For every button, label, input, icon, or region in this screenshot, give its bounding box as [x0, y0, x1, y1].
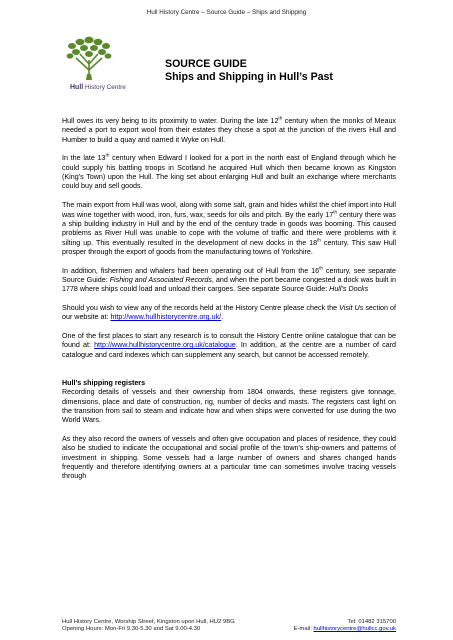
footer-address: Hull History Centre, Worship Street, Kingston upon Hull, HU2 9BG [62, 619, 235, 625]
paragraph-8: As they also record the owners of vessels and often give occupation and places of residence, they could also be studied to indicate the occupational and social profile of the town's ship-owners and patterns of investment in shipping. Some vessels had a large number of owners and shares changed hands frequently and therefore identifying owners at a particular time can sometimes involve tracing vessels through [62, 435, 396, 481]
paragraph-1 [62, 117, 396, 145]
document-body [62, 117, 396, 491]
page-footer [62, 619, 396, 634]
catalogue-link[interactable]: http://www.hullhistorycentre.org.uk/catalogue [94, 341, 236, 350]
text-run: . In addition, at the centre are a number of card catalogue and card indexes which can supplement any search, but cannot be accessed remotely. [62, 341, 396, 359]
paragraph-7: Recording details of vessels and their ownership from 1804 onwards, these registers give tonnage, dimensions, place and date of construction, rig, number of decks and masts. The registers cast light on the transition from sail to steam and indicate how and when ships were converted for use during the two World Wars. [62, 388, 396, 425]
text-run: In addition, fishermen and whalers had been operating out of Hull from the 16 [62, 266, 320, 275]
document-title: SOURCE GUIDE [165, 58, 247, 70]
paragraph-3 [62, 201, 396, 257]
text-run: In the late 13 [62, 154, 106, 163]
superscript: th [317, 237, 321, 243]
text-run: Hull owes its very being to its proximity to water. During the late 12 [62, 117, 279, 125]
text-run: century there was a ship building industry in Hull and by the end of the century trade in goods was booming. This caused problems as River Hull was unable to cope with the volume of traffic and there were problems with it silting up. This eventually resulted in the development of new docks in the 18 [62, 210, 397, 247]
footer-telephone: Tel: 01482 315700 [347, 619, 396, 625]
footer-email-label: E-mail: [293, 626, 314, 633]
text-run: century. This saw Hull prosper through the export of goods from the manufacturing towns of Yorkshire. [62, 238, 396, 256]
text-run: One of the first places to start any research is to consult the History Centre online catalogue that can be found at: [62, 332, 396, 350]
section-heading: Hull’s shipping registers [62, 378, 146, 387]
logo-wordmark-line1: Hull [70, 84, 84, 91]
footer-email-block [294, 626, 396, 633]
running-header: Hull History Centre – Source Guide – Ships and Shipping [146, 9, 307, 16]
website-link[interactable]: http://www.hullhistorycentre.org.uk/ [110, 313, 222, 322]
superscript: th [105, 153, 110, 159]
superscript: th [278, 115, 283, 121]
text-run: section of our website at: [62, 304, 396, 322]
footer-email-link[interactable]: hullhistorycentre@hullcc.gov.uk [313, 626, 396, 633]
logo-wordmark [70, 84, 126, 91]
paragraph-2 [62, 154, 396, 191]
tree-icon [58, 34, 120, 84]
source-guide-title: Hull’s Docks [329, 285, 369, 294]
superscript: th [319, 265, 323, 271]
visit-us-reference: Visit Us [339, 304, 364, 313]
text-run: The main export from Hull was wool, along with some salt, grain and hides whilst the chief import into Hull was wine together with wood, iron, furs, wax, seeds for oils and pitch. By the early 17 [62, 201, 396, 219]
paragraph-5 [62, 304, 396, 323]
text-run: Should you wish to view any of the records held at the History Centre please check the [62, 304, 340, 313]
text-run: century, see separate Source Guide: [62, 266, 396, 284]
spacer [62, 370, 396, 379]
footer-row-2 [62, 626, 396, 633]
text-run: , and when the port became congested a dock was built in 1778 where ships could load and unload their cargoes. See separate Source Guide: [62, 275, 396, 294]
superscript: th [333, 209, 338, 215]
footer-opening-hours: Opening Hours: Mon-Fri 9.30-5.30 and Sat 9.00-4.30 [62, 626, 201, 633]
document-subtitle: Ships and Shipping in Hull’s Past [165, 71, 333, 83]
text-run: century when the monks of Meaux needed a port to export wool from their estates they chose a spot at the junction of the rivers Hull and Humber to build a quay and named it Wyke on Hull. [62, 117, 396, 144]
hull-history-centre-logo [58, 34, 126, 100]
paragraph-4 [62, 267, 396, 295]
title-block [165, 58, 333, 84]
text-run: . [221, 313, 224, 322]
logo-wordmark-line2: History Centre [85, 84, 126, 91]
paragraph-6 [62, 332, 396, 360]
source-guide-title: Fishing and Associated Records [109, 275, 212, 284]
text-run: century when Edward I looked for a port in the north east of England through which he could supply his battling troops in Scotland he acquired Hull which then became known as Kingston (King’s Town) upon the Hull. The king set about enlarging Hull and built an exchange where merchants could buy and sell goods. [62, 154, 396, 191]
footer-row-1 [62, 619, 396, 626]
